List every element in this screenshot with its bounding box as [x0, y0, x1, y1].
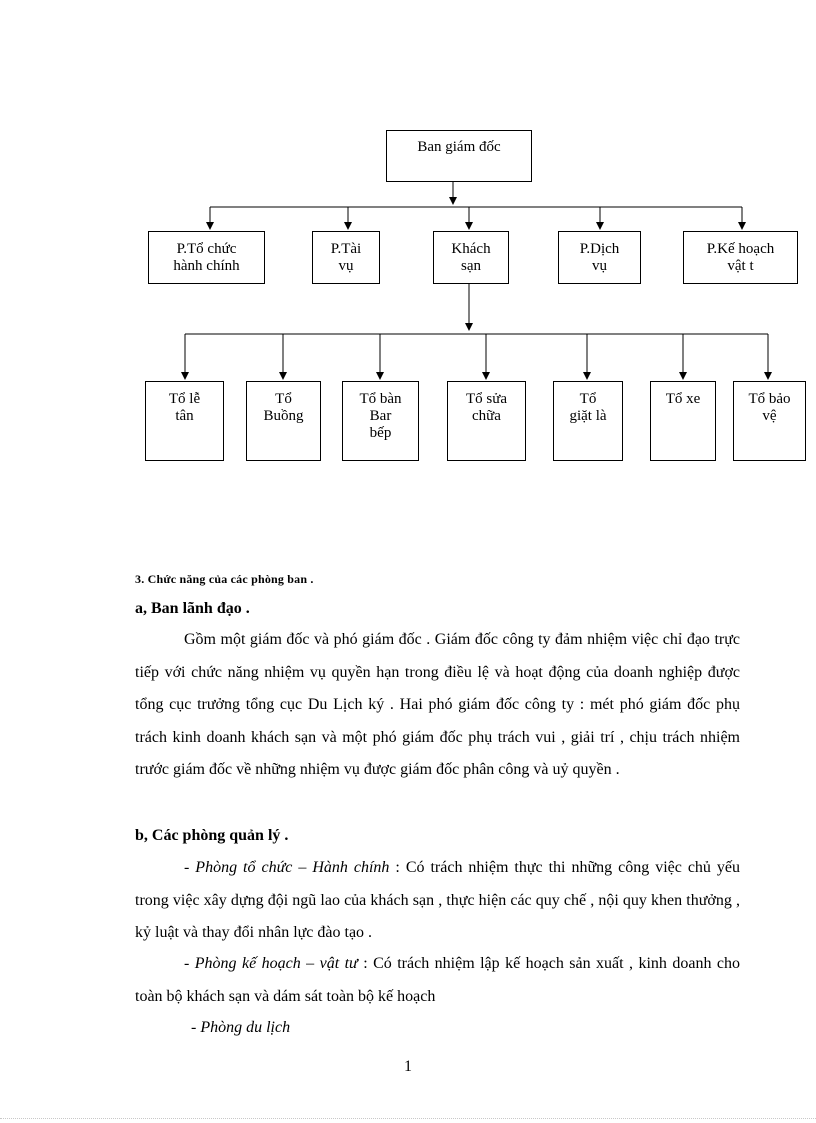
org-box-to-bao-ve [733, 381, 806, 461]
org-box-label: Ban giám đốc [417, 139, 501, 155]
org-box-khach-san [433, 231, 509, 284]
org-box-label: Tổ giặt là [569, 391, 607, 424]
page-number: 1 [404, 1058, 412, 1075]
paragraph-ban-lanh-dao: Gồm một giám đốc và phó giám đốc . Giám đốc công ty đảm nhiệm việc chỉ đạo trực tiếp với chức năng nhiệm vụ quyền hạn trong điều lệ và hoạt động của doanh nghiệp được tổng cục trưởng tổng cục Du Lịch ký . Hai phó giám đốc công ty : mét phó giám đốc phụ trách kinh doanh khách sạn và một phó giám đốc phụ trách vui , giải trí , chịu trách nhiệm trước giám đốc về những nhiệm vụ được giám đốc phân công và uỷ quyền . [135, 631, 740, 778]
item-title-phong-to-chuc: - Phòng tổ chức – Hành chính [184, 859, 390, 876]
item-text-phong-to-chuc: : Có trách nhiệm thực thi những công việc chủ yếu trong việc xây dựng đội ngũ lao của khách sạn , thực hiện các quy chế , nội quy khen thưởng , kỷ luật và thay đổi nhân lực đào tạo . [135, 859, 740, 941]
org-box-label: Tổ bảo vệ [748, 391, 791, 424]
page-bottom-divider [0, 1118, 816, 1119]
org-box-p-tai-vu [312, 231, 380, 284]
org-chart [0, 0, 816, 480]
org-box-label: Tổ bàn Bar bếp [359, 391, 402, 441]
org-box-to-buong [246, 381, 321, 461]
subheading-cac-phong-quan-ly: b, Các phòng quản lý . [135, 827, 289, 844]
section-heading: 3. Chức năng của các phòng ban . [135, 572, 314, 586]
org-box-label: Tổ sửa chữa [465, 391, 508, 424]
org-box-p-to-chuc-hanh-chinh [148, 231, 265, 284]
org-box-to-giat-la [553, 381, 623, 461]
org-box-label: Tổ Buồng [263, 391, 304, 424]
org-box-label: P.Dịch vụ [579, 241, 620, 274]
item-title-phong-du-lich: - Phòng du lịch [191, 1019, 291, 1036]
org-box-ban-giam-doc [386, 130, 532, 182]
org-box-label: Khách sạn [451, 241, 491, 274]
org-box-p-ke-hoach-vat-tu [683, 231, 798, 284]
org-box-to-le-tan [145, 381, 224, 461]
org-box-label: P.Tổ chức hành chính [173, 241, 240, 274]
org-box-to-sua-chua [447, 381, 526, 461]
org-box-label: P.Kế hoạch vật t [706, 241, 775, 274]
paragraph-phong-ke-hoach [135, 948, 740, 1013]
subheading-ban-lanh-dao: a, Ban lãnh đạo . [135, 600, 250, 617]
org-box-to-ban-bar-bep [342, 381, 419, 461]
org-box-label: Tổ xe [665, 391, 701, 407]
item-text-phong-ke-hoach: : Có trách nhiệm lập kế hoạch sản xuất , kinh doanh cho toàn bộ khách sạn và dám sát toàn bộ kế hoạch [135, 955, 740, 1005]
paragraph-phong-du-lich [135, 1012, 740, 1045]
paragraph-phong-to-chuc [135, 852, 740, 950]
org-box-label: Tổ lễ tân [168, 391, 201, 424]
item-title-phong-ke-hoach: - Phòng kế hoạch – vật tư [184, 955, 358, 972]
org-box-label: P.Tài vụ [330, 241, 362, 274]
org-box-to-xe [650, 381, 716, 461]
org-box-p-dich-vu [558, 231, 641, 284]
